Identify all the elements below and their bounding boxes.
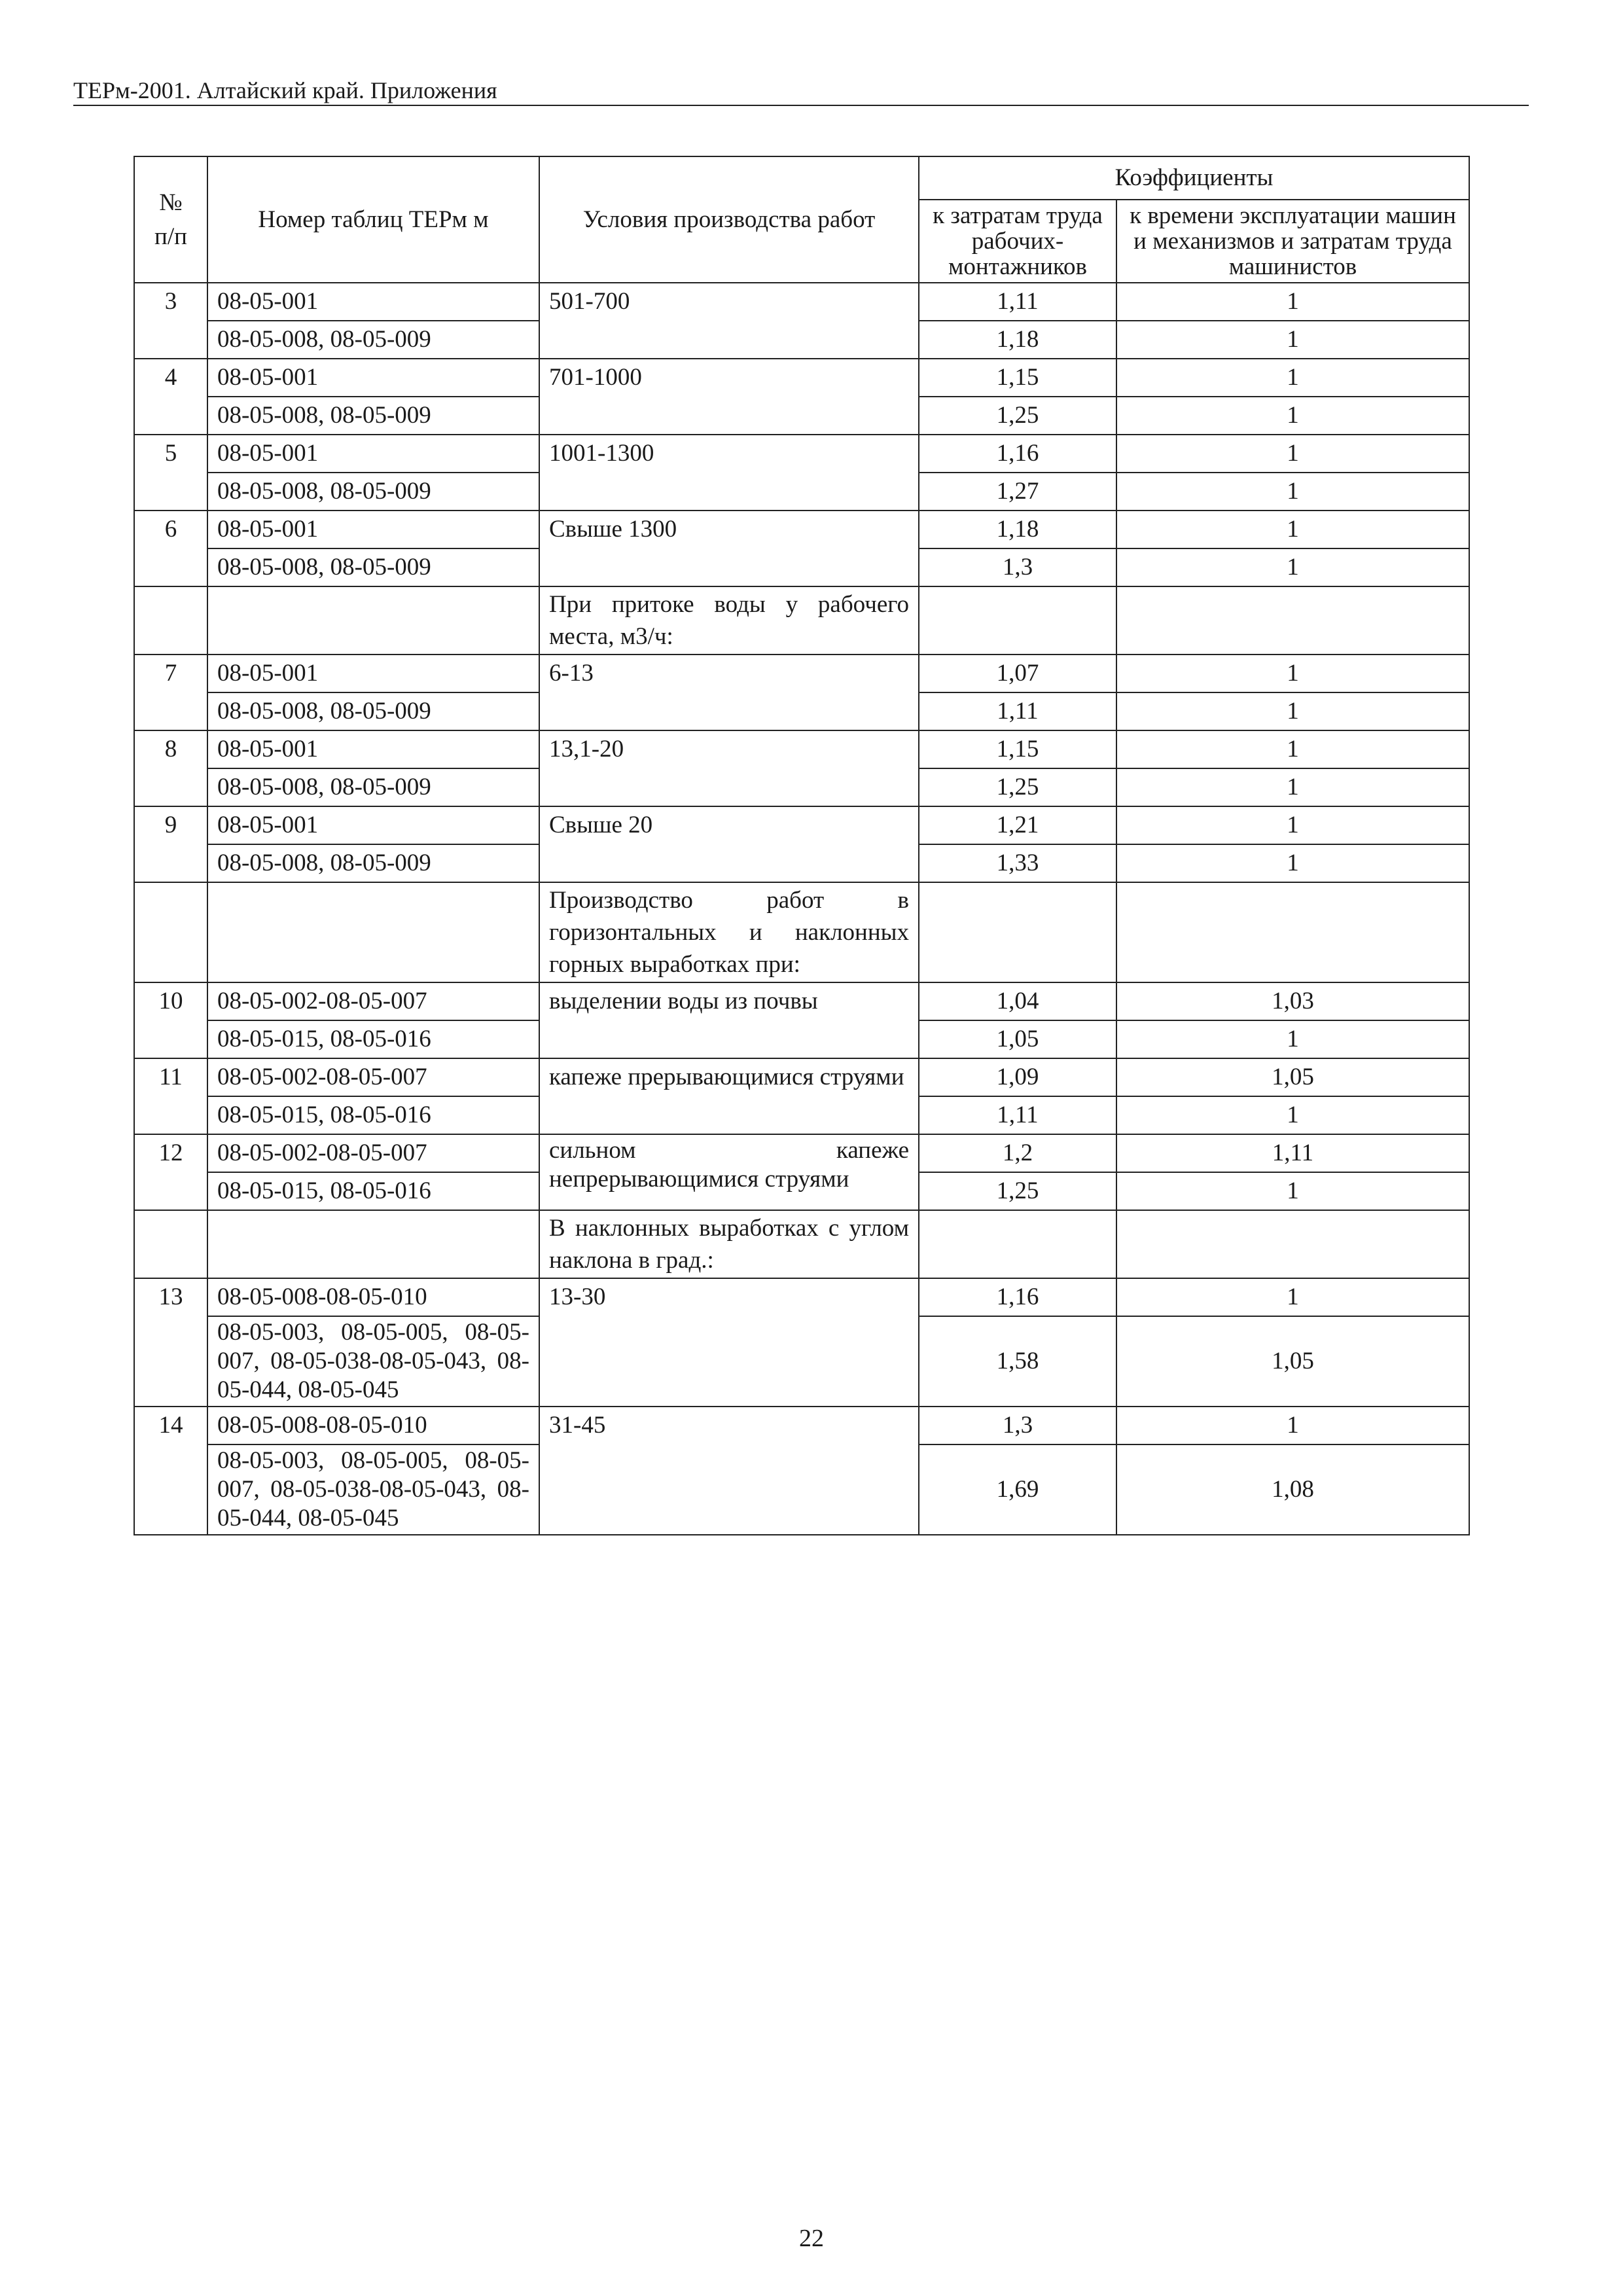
table-row [134, 1058, 1469, 1096]
col-num-header-line: № [159, 188, 183, 216]
table-numbers: 08-05-008, 08-05-009 [207, 397, 539, 435]
table-numbers: 08-05-008, 08-05-009 [207, 473, 539, 511]
row-number: 10 [134, 982, 207, 1058]
coef-labor: 1,18 [919, 511, 1116, 548]
coef-labor: 1,2 [919, 1134, 1116, 1172]
coef-machines: 1,05 [1116, 1316, 1469, 1407]
table-numbers: 08-05-008, 08-05-009 [207, 321, 539, 359]
coef-labor: 1,11 [919, 283, 1116, 321]
col-num-header-line: п/п [154, 223, 187, 250]
coef-labor: 1,16 [919, 1278, 1116, 1316]
table-numbers: 08-05-001 [207, 655, 539, 692]
condition: 701-1000 [539, 359, 919, 435]
coef-machines: 1 [1116, 1278, 1469, 1316]
col-num-header [134, 156, 207, 283]
condition: капеже прерывающимися струями [539, 1058, 919, 1134]
section-heading: Производство работ в горизонтальных и наклонных горных выработках при: [539, 882, 919, 982]
table-numbers: 08-05-008, 08-05-009 [207, 548, 539, 586]
row-number: 14 [134, 1407, 207, 1535]
row-number-cell [134, 586, 207, 655]
table-row [134, 1407, 1469, 1444]
coef-labor-cell [919, 882, 1116, 982]
section-row [134, 882, 1469, 982]
table-numbers: 08-05-015, 08-05-016 [207, 1096, 539, 1134]
coef-machines: 1 [1116, 655, 1469, 692]
coef-labor-cell [919, 586, 1116, 655]
condition: Свыше 1300 [539, 511, 919, 586]
coef-machines: 1 [1116, 1172, 1469, 1210]
condition: 31-45 [539, 1407, 919, 1535]
row-number: 11 [134, 1058, 207, 1134]
coef-machines: 1 [1116, 321, 1469, 359]
table-numbers: 08-05-008, 08-05-009 [207, 692, 539, 730]
condition: 501-700 [539, 283, 919, 359]
coef-labor: 1,3 [919, 1407, 1116, 1444]
table-numbers [207, 1316, 539, 1407]
table-numbers: 08-05-001 [207, 435, 539, 473]
coef-labor: 1,21 [919, 806, 1116, 844]
coef-labor: 1,69 [919, 1444, 1116, 1535]
coef-machines: 1,03 [1116, 982, 1469, 1020]
condition: 1001-1300 [539, 435, 919, 511]
section-row [134, 1210, 1469, 1278]
table-row [134, 806, 1469, 844]
row-number: 5 [134, 435, 207, 511]
coef-labor: 1,27 [919, 473, 1116, 511]
coef-labor: 1,3 [919, 548, 1116, 586]
condition: 13,1-20 [539, 730, 919, 806]
col-coef-machines-header: к времени эксплуатации машин и механизмов и затратам труда машинистов [1116, 200, 1469, 283]
row-number-cell [134, 1210, 207, 1278]
coef-labor: 1,05 [919, 1020, 1116, 1058]
coef-machines: 1,11 [1116, 1134, 1469, 1172]
table-numbers: 08-05-002-08-05-007 [207, 1134, 539, 1172]
section-row [134, 586, 1469, 655]
coef-labor: 1,58 [919, 1316, 1116, 1407]
coef-labor: 1,15 [919, 359, 1116, 397]
coefficients-table [134, 156, 1470, 1535]
coef-labor: 1,11 [919, 692, 1116, 730]
condition: Свыше 20 [539, 806, 919, 882]
coef-machines-cell [1116, 586, 1469, 655]
table-row [134, 283, 1469, 321]
header-rule [73, 105, 1529, 106]
coef-labor-cell [919, 1210, 1116, 1278]
table-numbers: 08-05-001 [207, 511, 539, 548]
table-numbers: 08-05-001 [207, 359, 539, 397]
coef-labor: 1,15 [919, 730, 1116, 768]
row-number: 8 [134, 730, 207, 806]
table-numbers-text: 08-05-003, 08-05-005, 08-05-007, 08-05-038-08-05-043, 08-05-044, 08-05-045 [217, 1447, 529, 1532]
table-numbers: 08-05-008-08-05-010 [207, 1407, 539, 1444]
col-conditions-header: Условия производства работ [539, 156, 919, 283]
coef-machines: 1,05 [1116, 1058, 1469, 1096]
coef-labor: 1,09 [919, 1058, 1116, 1096]
coef-machines: 1 [1116, 359, 1469, 397]
coef-machines: 1 [1116, 768, 1469, 806]
col-coef-group-header: Коэффициенты [919, 156, 1469, 200]
page-header: ТЕРм-2001. Алтайский край. Приложения [73, 77, 497, 103]
coef-machines: 1 [1116, 397, 1469, 435]
row-number: 4 [134, 359, 207, 435]
row-number: 13 [134, 1278, 207, 1407]
coef-machines: 1 [1116, 1020, 1469, 1058]
coef-machines: 1 [1116, 692, 1469, 730]
table-numbers: 08-05-001 [207, 806, 539, 844]
table-numbers: 08-05-015, 08-05-016 [207, 1172, 539, 1210]
coef-machines: 1 [1116, 1407, 1469, 1444]
section-heading: При притоке воды у рабочего места, м3/ч: [539, 586, 919, 655]
table-row [134, 511, 1469, 548]
page-number: 22 [799, 2225, 824, 2252]
table-numbers: 08-05-008-08-05-010 [207, 1278, 539, 1316]
coef-machines: 1 [1116, 435, 1469, 473]
condition: 13-30 [539, 1278, 919, 1407]
table-row [134, 1134, 1469, 1172]
coef-labor: 1,25 [919, 397, 1116, 435]
table-numbers: 08-05-002-08-05-007 [207, 982, 539, 1020]
coef-machines: 1 [1116, 283, 1469, 321]
col-tables-header: Номер таблиц ТЕРм м [207, 156, 539, 283]
row-number: 12 [134, 1134, 207, 1210]
table-numbers: 08-05-015, 08-05-016 [207, 1020, 539, 1058]
coef-labor: 1,07 [919, 655, 1116, 692]
coef-machines: 1 [1116, 844, 1469, 882]
table-row [134, 359, 1469, 397]
coef-machines-cell [1116, 882, 1469, 982]
row-tables-cell [207, 586, 539, 655]
row-tables-cell [207, 882, 539, 982]
coef-machines: 1 [1116, 806, 1469, 844]
table-numbers: 08-05-002-08-05-007 [207, 1058, 539, 1096]
table-row [134, 982, 1469, 1020]
section-heading: В наклонных выработках с углом наклона в град.: [539, 1210, 919, 1278]
table-numbers-text: 08-05-003, 08-05-005, 08-05-007, 08-05-038-08-05-043, 08-05-044, 08-05-045 [217, 1319, 529, 1403]
condition: 6-13 [539, 655, 919, 730]
row-tables-cell [207, 1210, 539, 1278]
coef-labor: 1,25 [919, 1172, 1116, 1210]
row-number: 6 [134, 511, 207, 586]
coef-machines: 1 [1116, 730, 1469, 768]
coef-labor: 1,11 [919, 1096, 1116, 1134]
table-row [134, 435, 1469, 473]
row-number-cell [134, 882, 207, 982]
table-row [134, 730, 1469, 768]
row-number: 7 [134, 655, 207, 730]
table-numbers: 08-05-001 [207, 283, 539, 321]
table-numbers: 08-05-008, 08-05-009 [207, 768, 539, 806]
coef-machines: 1 [1116, 511, 1469, 548]
col-coef-labor-header: к затратам труда рабочих-монтажников [919, 200, 1116, 283]
condition: сильном капеже непрерывающимися струями [539, 1134, 919, 1210]
table-row [134, 655, 1469, 692]
header-row [134, 156, 1469, 200]
table-numbers: 08-05-008, 08-05-009 [207, 844, 539, 882]
coef-labor: 1,18 [919, 321, 1116, 359]
table-row [134, 1278, 1469, 1316]
row-number: 9 [134, 806, 207, 882]
coef-machines-cell [1116, 1210, 1469, 1278]
table-numbers [207, 1444, 539, 1535]
coef-labor: 1,16 [919, 435, 1116, 473]
condition: выделении воды из почвы [539, 982, 919, 1058]
coef-machines: 1,08 [1116, 1444, 1469, 1535]
coef-labor: 1,25 [919, 768, 1116, 806]
coef-machines: 1 [1116, 548, 1469, 586]
table-numbers: 08-05-001 [207, 730, 539, 768]
coef-labor: 1,04 [919, 982, 1116, 1020]
coef-labor: 1,33 [919, 844, 1116, 882]
row-number: 3 [134, 283, 207, 359]
coef-machines: 1 [1116, 1096, 1469, 1134]
coef-machines: 1 [1116, 473, 1469, 511]
